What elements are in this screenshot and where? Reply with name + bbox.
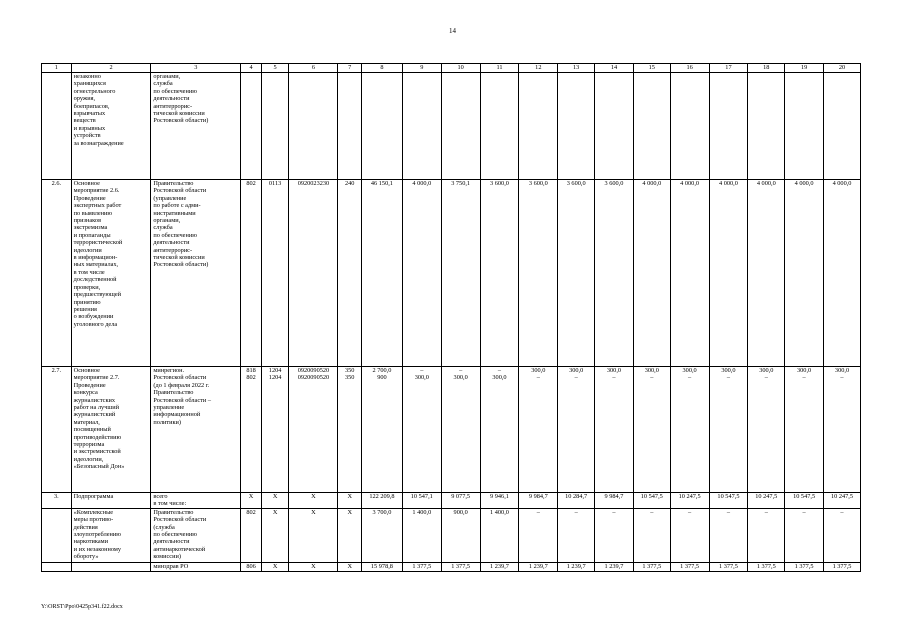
table-cell: 4 000,0 bbox=[709, 180, 748, 367]
table-cell: «Комплексные меры противо- действия злоупотреблению наркотиками и их незаконному обороту» bbox=[71, 508, 151, 562]
table-cell: 802 bbox=[241, 180, 261, 367]
table-cell: 2.7. bbox=[42, 367, 72, 493]
table-cell: X bbox=[338, 493, 362, 509]
table-cell: 10 547,5 bbox=[785, 493, 824, 509]
header-cell: 18 bbox=[748, 64, 785, 73]
table-cell: Правительство Ростовской области (служба по обеспечению деятельности антинаркотической комиссии) bbox=[151, 508, 241, 562]
table-cell: 3 600,0 bbox=[480, 180, 519, 367]
table-cell: 10 547,1 bbox=[402, 493, 441, 509]
page-number: 14 bbox=[449, 27, 456, 35]
table-cell bbox=[595, 73, 634, 180]
table-cell: 4 000,0 bbox=[633, 180, 670, 367]
table-row bbox=[42, 508, 861, 562]
table-cell bbox=[338, 73, 362, 180]
header-cell: 13 bbox=[558, 64, 595, 73]
table-row bbox=[42, 367, 861, 493]
table-cell bbox=[42, 562, 72, 571]
table-cell: 15 978,8 bbox=[361, 562, 402, 571]
table-cell: 900,0 bbox=[441, 508, 480, 562]
table-cell: 1204 1204 bbox=[261, 367, 289, 493]
table-cell: 818 802 bbox=[241, 367, 261, 493]
table-cell: Подпрограмма bbox=[71, 493, 151, 509]
table-row bbox=[42, 493, 861, 509]
table-cell bbox=[519, 73, 558, 180]
table-cell: 10 284,7 bbox=[558, 493, 595, 509]
table-cell: незаконно хранящихся огнестрельного оружия, боеприпасов, взрывчатых веществ и взрывных устройств за вознаграждение bbox=[71, 73, 151, 180]
table-cell: 2.6. bbox=[42, 180, 72, 367]
table-cell: 3 600,0 bbox=[595, 180, 634, 367]
table-cell: 0920090520 0920090520 bbox=[289, 367, 338, 493]
table-cell: 1 239,7 bbox=[519, 562, 558, 571]
table-cell bbox=[361, 73, 402, 180]
header-cell: 16 bbox=[670, 64, 709, 73]
table-cell: 46 150,1 bbox=[361, 180, 402, 367]
budget-table bbox=[41, 63, 861, 572]
table-cell: 10 247,5 bbox=[670, 493, 709, 509]
table-cell: X bbox=[261, 562, 289, 571]
table-cell bbox=[402, 73, 441, 180]
table-cell: Основное мероприятие 2.7. Проведение конкурса журналистских работ на лучший журналистский материал, посвященный противодействию терроризма и экстремистской идеологии, «Безопасный Дон» bbox=[71, 367, 151, 493]
table-cell: 9 984,7 bbox=[595, 493, 634, 509]
table-cell: 4 000,0 bbox=[785, 180, 824, 367]
table-cell: X bbox=[289, 508, 338, 562]
table-cell: 1 239,7 bbox=[480, 562, 519, 571]
table-cell: – bbox=[670, 508, 709, 562]
header-cell: 19 bbox=[785, 64, 824, 73]
table-cell: – 300,0 bbox=[441, 367, 480, 493]
header-cell: 11 bbox=[480, 64, 519, 73]
table-cell: 1 377,5 bbox=[709, 562, 748, 571]
table-cell: 9 984,7 bbox=[519, 493, 558, 509]
table-cell: X bbox=[289, 562, 338, 571]
table-cell: – bbox=[709, 508, 748, 562]
table-cell: 4 000,0 bbox=[748, 180, 785, 367]
table-cell: 0920023230 bbox=[289, 180, 338, 367]
table-cell: 2 700,0 900 bbox=[361, 367, 402, 493]
table-cell: X bbox=[241, 493, 261, 509]
table-cell: 1 377,5 bbox=[824, 562, 861, 571]
table-cell: X bbox=[289, 493, 338, 509]
table-cell: 10 547,5 bbox=[709, 493, 748, 509]
header-cell: 5 bbox=[261, 64, 289, 73]
table-cell bbox=[709, 73, 748, 180]
table-cell: 300,0 – bbox=[670, 367, 709, 493]
table-cell: X bbox=[338, 562, 362, 571]
table-cell: 300,0 – bbox=[519, 367, 558, 493]
table-cell: 300,0 – bbox=[595, 367, 634, 493]
header-cell: 3 bbox=[151, 64, 241, 73]
table-cell: – bbox=[558, 508, 595, 562]
table-cell: – bbox=[633, 508, 670, 562]
table-cell: 3. bbox=[42, 493, 72, 509]
table-row bbox=[42, 562, 861, 571]
table-cell: – bbox=[595, 508, 634, 562]
table-cell: 300,0 – bbox=[748, 367, 785, 493]
table-cell: – bbox=[824, 508, 861, 562]
table-cell bbox=[558, 73, 595, 180]
table-cell: 122 209,8 bbox=[361, 493, 402, 509]
table-cell: 3 750,1 bbox=[441, 180, 480, 367]
table-cell: 4 000,0 bbox=[824, 180, 861, 367]
table-cell: органами, служба по обеспечению деятельности антитеррорис- тической комиссии Ростовской области) bbox=[151, 73, 241, 180]
file-path-footer: Y:\ORST\Ppo\0425p341.f22.docx bbox=[41, 604, 123, 610]
table-cell: 10 547,5 bbox=[633, 493, 670, 509]
table-cell: – bbox=[748, 508, 785, 562]
table-cell: 4 000,0 bbox=[402, 180, 441, 367]
header-cell: 12 bbox=[519, 64, 558, 73]
header-cell: 20 bbox=[824, 64, 861, 73]
table-cell bbox=[42, 73, 72, 180]
table-cell bbox=[261, 73, 289, 180]
table-cell: 1 377,5 bbox=[670, 562, 709, 571]
table-cell: 300,0 – bbox=[709, 367, 748, 493]
table-cell: X bbox=[338, 508, 362, 562]
table-cell: 1 377,5 bbox=[748, 562, 785, 571]
table-cell: 9 946,1 bbox=[480, 493, 519, 509]
table-cell: 10 247,5 bbox=[748, 493, 785, 509]
table-cell: X bbox=[261, 508, 289, 562]
table-cell: – 300,0 bbox=[480, 367, 519, 493]
table-cell: – bbox=[785, 508, 824, 562]
table-cell: 806 bbox=[241, 562, 261, 571]
table-cell bbox=[42, 508, 72, 562]
table-cell: 1 239,7 bbox=[558, 562, 595, 571]
table-cell: 300,0 – bbox=[824, 367, 861, 493]
table-cell bbox=[441, 73, 480, 180]
table-cell: 1 377,5 bbox=[441, 562, 480, 571]
table-cell: минрегион. Ростовской области (до 1 февраля 2022 г. Правительство Ростовской области – управление информационной политики) bbox=[151, 367, 241, 493]
table-cell: 1 377,5 bbox=[402, 562, 441, 571]
table-cell: Основное мероприятие 2.6. Проведение экспертных работ по выявлению признаков экстремизма и пропаганды террористической идеологии в информацион- ных материалах, в том числе доследственной проверки, предшествующей принятию решения о возбуждении уголовного дела bbox=[71, 180, 151, 367]
table-row bbox=[42, 180, 861, 367]
table-cell: минздрав РО bbox=[151, 562, 241, 571]
table-cell bbox=[480, 73, 519, 180]
table-cell: всего в том числе: bbox=[151, 493, 241, 509]
table-cell bbox=[824, 73, 861, 180]
header-cell: 10 bbox=[441, 64, 480, 73]
header-row bbox=[42, 64, 861, 73]
table-cell bbox=[289, 73, 338, 180]
header-cell: 4 bbox=[241, 64, 261, 73]
table-cell bbox=[633, 73, 670, 180]
table-cell bbox=[785, 73, 824, 180]
header-cell: 2 bbox=[71, 64, 151, 73]
table-cell: 300,0 – bbox=[558, 367, 595, 493]
table-cell: X bbox=[261, 493, 289, 509]
table-cell: 3 600,0 bbox=[519, 180, 558, 367]
header-cell: 9 bbox=[402, 64, 441, 73]
table-cell bbox=[241, 73, 261, 180]
table-cell: 10 247,5 bbox=[824, 493, 861, 509]
header-cell: 7 bbox=[338, 64, 362, 73]
table-cell: 240 bbox=[338, 180, 362, 367]
table-cell: 1 377,5 bbox=[785, 562, 824, 571]
header-cell: 8 bbox=[361, 64, 402, 73]
header-cell: 15 bbox=[633, 64, 670, 73]
table-cell: 3 600,0 bbox=[558, 180, 595, 367]
table-cell bbox=[71, 562, 151, 571]
table-cell: 802 bbox=[241, 508, 261, 562]
table-cell: 4 000,0 bbox=[670, 180, 709, 367]
table-cell: 1 377,5 bbox=[633, 562, 670, 571]
table-cell: Правительство Ростовской области (управление по работе с адми- нистративными органами, служба по обеспечению деятельности антитеррорис- тической комиссии Ростовской области) bbox=[151, 180, 241, 367]
table-cell: 1 239,7 bbox=[595, 562, 634, 571]
table-row bbox=[42, 73, 861, 180]
header-cell: 14 bbox=[595, 64, 634, 73]
table-cell: 300,0 – bbox=[785, 367, 824, 493]
table-cell: 350 350 bbox=[338, 367, 362, 493]
table-cell: – 300,0 bbox=[402, 367, 441, 493]
header-cell: 1 bbox=[42, 64, 72, 73]
table-cell: – bbox=[519, 508, 558, 562]
table-cell: 0113 bbox=[261, 180, 289, 367]
table-cell bbox=[748, 73, 785, 180]
table-cell: 9 077,5 bbox=[441, 493, 480, 509]
table-cell bbox=[670, 73, 709, 180]
header-cell: 17 bbox=[709, 64, 748, 73]
table-cell: 300,0 – bbox=[633, 367, 670, 493]
table-cell: 1 400,0 bbox=[480, 508, 519, 562]
table-cell: 1 400,0 bbox=[402, 508, 441, 562]
table-cell: 3 700,0 bbox=[361, 508, 402, 562]
header-cell: 6 bbox=[289, 64, 338, 73]
